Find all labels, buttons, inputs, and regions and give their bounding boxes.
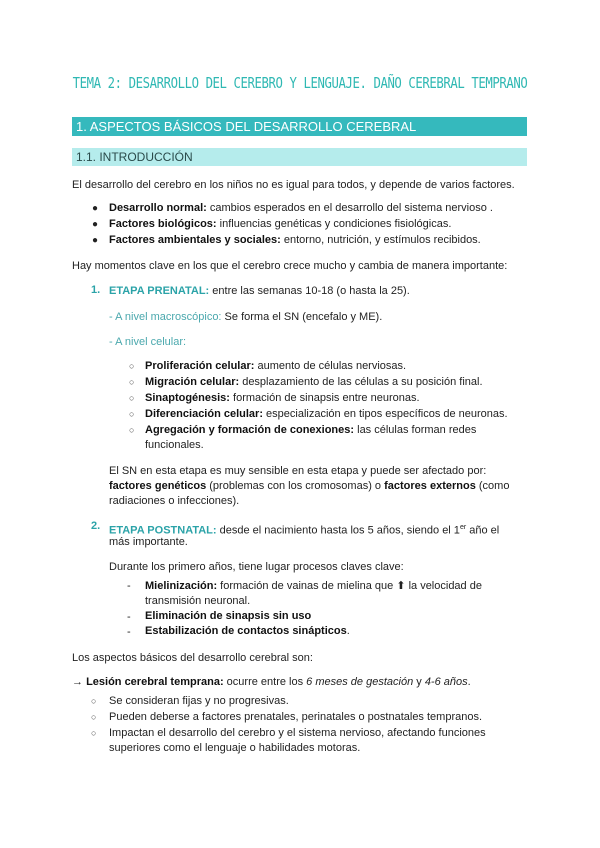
lesion-heading: → Lesión cerebral temprana: ocurre entre los 6 meses de gestación y 4-6 años.	[72, 676, 471, 688]
document-title: TEMA 2: DESARROLLO DEL CEREBRO Y LENGUAJE. DAÑO CEREBRAL TEMPRANO	[72, 74, 528, 92]
basic-aspects-paragraph: Los aspectos básicos del desarrollo cerebral son:	[72, 652, 313, 664]
stage-prenatal: ETAPA PRENATAL: entre las semanas 10-18 (o hasta la 25).	[109, 285, 410, 297]
circle-bullet-icon: ○	[129, 361, 135, 371]
list-item: Desarrollo normal: cambios esperados en el desarrollo del sistema nervioso .	[109, 202, 493, 214]
bullet-icon: ●	[92, 235, 99, 246]
circle-bullet-icon: ○	[91, 712, 97, 722]
sensitivity-line: El SN en esta etapa es muy sensible en esta etapa y puede ser afectado por:	[109, 465, 487, 477]
list-item: Proliferación celular: aumento de células nerviosas.	[145, 360, 407, 372]
list-item: Diferenciación celular: especialización en tipos específicos de neuronas.	[145, 408, 508, 420]
section-heading: 1. ASPECTOS BÁSICOS DEL DESARROLLO CEREBRAL	[72, 117, 527, 136]
list-item: Eliminación de sinapsis sin uso	[145, 610, 312, 622]
right-arrow-icon: →	[72, 676, 87, 688]
macro-level: - A nivel macroscópico: Se forma el SN (encefalo y ME).	[109, 311, 383, 323]
list-number: 2.	[91, 520, 101, 532]
cell-level-label: - A nivel celular:	[109, 336, 187, 348]
list-item: Mielinización: formación de vainas de mielina que ⬆ la velocidad de	[145, 580, 482, 592]
circle-bullet-icon: ○	[129, 393, 135, 403]
list-item: Sinaptogénesis: formación de sinapsis entre neuronas.	[145, 392, 420, 404]
circle-bullet-icon: ○	[91, 728, 97, 738]
stage-postnatal-continuation: más importante.	[109, 536, 188, 548]
bullet-icon: ●	[92, 219, 99, 230]
bullet-icon: ●	[92, 203, 99, 214]
list-number: 1.	[91, 284, 101, 296]
list-item-continuation: funcionales.	[145, 439, 204, 451]
list-item: Migración celular: desplazamiento de las células a su posición final.	[145, 376, 483, 388]
stage-postnatal: ETAPA POSTNATAL: desde el nacimiento hasta los 5 años, siendo el 1er año el	[109, 524, 500, 537]
list-item: Factores ambientales y sociales: entorno, nutrición, y estímulos recibidos.	[109, 234, 481, 246]
list-item: Se consideran fijas y no progresivas.	[109, 695, 289, 707]
circle-bullet-icon: ○	[129, 425, 135, 435]
list-item: Estabilización de contactos sinápticos.	[145, 625, 350, 637]
list-item: Agregación y formación de conexiones: las células forman redes	[145, 424, 477, 436]
subsection-heading: 1.1. INTRODUCCIÓN	[72, 148, 527, 166]
list-item: Factores biológicos: influencias genéticas y condiciones fisiológicas.	[109, 218, 452, 230]
list-item: Impactan el desarrollo del cerebro y el sistema nervioso, afectando funciones	[109, 727, 486, 739]
circle-bullet-icon: ○	[129, 377, 135, 387]
dash-bullet-icon: -	[127, 611, 131, 623]
sensitivity-line: radiaciones o infecciones).	[109, 495, 240, 507]
moments-paragraph: Hay momentos clave en los que el cerebro crece mucho y cambia de manera importante:	[72, 260, 508, 272]
intro-paragraph: El desarrollo del cerebro en los niños no es igual para todos, y depende de varios factores.	[72, 179, 515, 191]
arrow-up-icon: ⬆	[396, 580, 406, 592]
circle-bullet-icon: ○	[91, 696, 97, 706]
dash-bullet-icon: -	[127, 626, 131, 638]
during-paragraph: Durante los primero años, tiene lugar procesos claves clave:	[109, 561, 404, 573]
list-item: Pueden deberse a factores prenatales, perinatales o postnatales tempranos.	[109, 711, 483, 723]
sensitivity-line: factores genéticos (problemas con los cromosomas) o factores externos (como	[109, 480, 510, 492]
list-item-continuation: superiores como el lenguaje o habilidades motoras.	[109, 742, 361, 754]
list-item-continuation: transmisión neuronal.	[145, 595, 251, 607]
circle-bullet-icon: ○	[129, 409, 135, 419]
dash-bullet-icon: -	[127, 580, 131, 592]
